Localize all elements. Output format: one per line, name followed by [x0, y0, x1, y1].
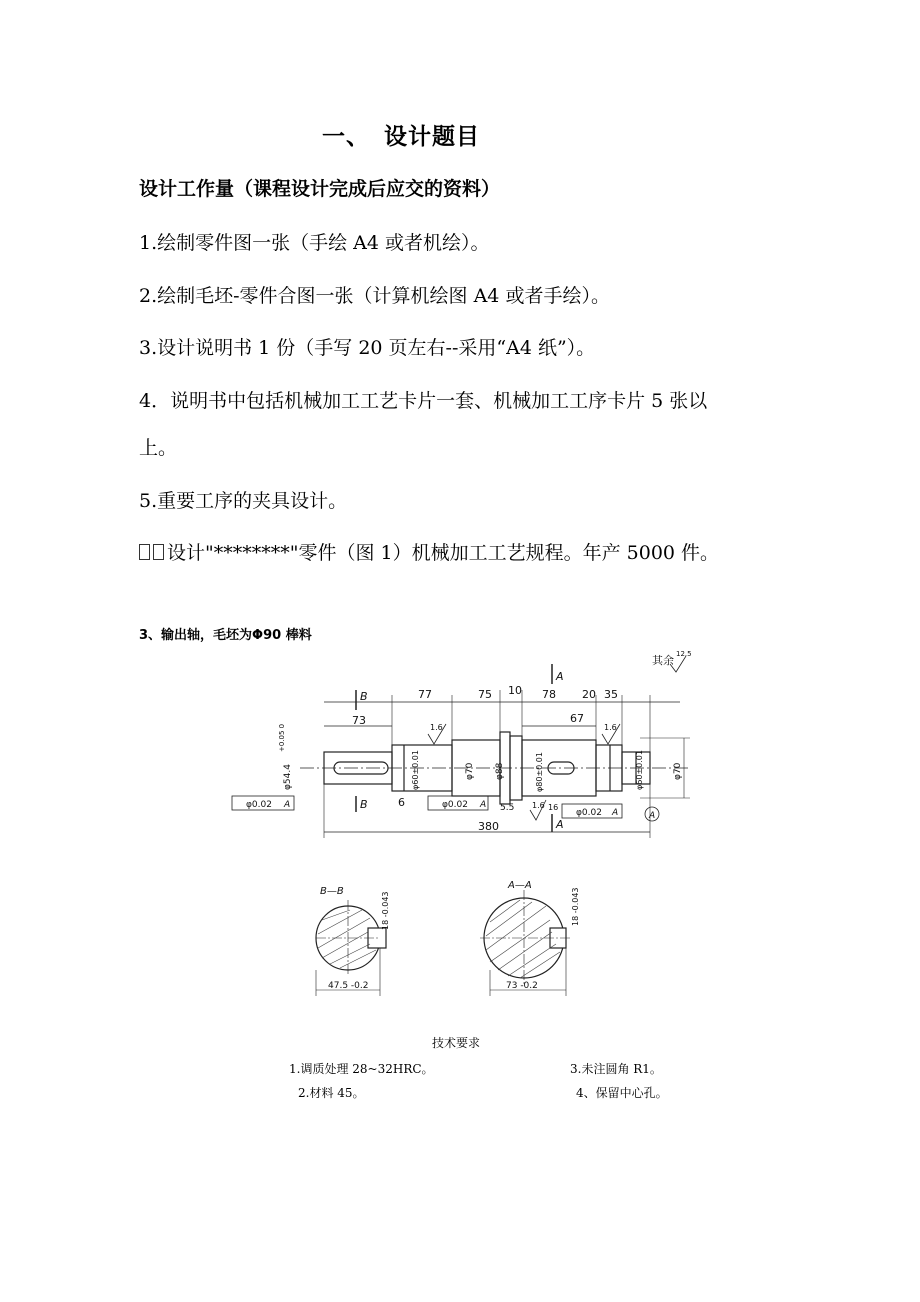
section-bb-label: B—B	[320, 886, 344, 897]
mark-a-top: A	[556, 670, 564, 683]
runout-1: φ0.02	[246, 800, 272, 810]
heading-text: 设计题目	[384, 123, 480, 150]
workload-title: 设计工作量（课程设计完成后应交的资料）	[139, 178, 501, 200]
dim-10: 10	[508, 684, 522, 697]
dia-80: φ80±0.01	[535, 752, 544, 792]
tech-req-2: 2.材料 45。	[298, 1086, 365, 1100]
datum-3: A	[612, 808, 619, 818]
datum-1: A	[284, 800, 291, 810]
rest-note: 其余	[652, 654, 674, 667]
item-5: 5.重要工序的夹具设计。	[139, 490, 348, 512]
dia-60-right: φ60±0.01	[635, 750, 644, 790]
figure-caption: 3、输出轴，毛坯为Φ90 棒料	[139, 628, 312, 643]
tech-req-4: 4、保留中心孔。	[576, 1086, 668, 1100]
dim-67: 67	[570, 712, 584, 725]
datum-2: A	[480, 800, 487, 810]
dim-6: 6	[398, 796, 405, 809]
roughness-3: 1.6	[532, 801, 545, 810]
section-aa-label: A—A	[508, 880, 532, 891]
tech-req-title: 技术要求	[432, 1036, 481, 1050]
dim-380: 380	[478, 820, 499, 833]
dia-88: φ88	[495, 762, 505, 780]
roughness-2: 1.6	[604, 723, 617, 732]
heading-number: 一、	[322, 123, 370, 150]
tech-req-3: 3.未注圆角 R1。	[570, 1062, 662, 1076]
mark-a-bottom: A	[556, 818, 564, 831]
item-4-cont: 上。	[139, 437, 178, 459]
dim-5-5: 5.5	[500, 803, 515, 813]
dim-16: 16	[548, 803, 559, 812]
dim-35: 35	[604, 688, 618, 701]
dia-70-right: φ70	[673, 762, 683, 780]
item-4: 4．说明书中包括机械加工工艺卡片一套、机械加工工序卡片 5 张以	[139, 390, 708, 412]
datum-circle-label: A	[649, 811, 656, 821]
dia-54: φ54.4	[283, 764, 293, 790]
item-2: 2.绘制毛坯-零件合图一张（计算机绘图 A4 或者手绘）。	[139, 285, 610, 307]
dim-20: 20	[582, 688, 596, 701]
tol-054: +0.05 0	[278, 723, 286, 752]
dim-75: 75	[478, 688, 492, 701]
dim-77: 77	[418, 688, 432, 701]
dim-47-5: 47.5 -0.2	[328, 981, 369, 991]
mark-b-top: B	[360, 690, 368, 703]
mark-b-bottom: B	[360, 798, 368, 811]
dim-78: 78	[542, 688, 556, 701]
rest-roughness: 12.5	[676, 650, 692, 658]
key-tol-aa: 18 -0.043	[571, 887, 580, 926]
item-3: 3.设计说明书 1 份（手写 20 页左右--采用“A4 纸”）。	[139, 337, 596, 359]
item-1: 1.绘制零件图一张（手绘 A4 或者机绘）。	[139, 232, 490, 254]
dim-73: 73	[352, 714, 366, 727]
dia-60-left: φ60±0.01	[411, 750, 420, 790]
roughness-1: 1.6	[430, 723, 443, 732]
runout-3: φ0.02	[576, 808, 602, 818]
dia-70-left: φ70	[465, 762, 475, 780]
tech-req-1: 1.调质处理 28~32HRC。	[289, 1062, 434, 1076]
design-text: 设计"********"零件（图 1）机械加工工艺规程。年产 5000 件。	[167, 542, 720, 564]
dim-73-section: 73 -0.2	[506, 981, 538, 991]
runout-2: φ0.02	[442, 800, 468, 810]
key-tol-bb: 18 -0.043	[381, 891, 390, 930]
